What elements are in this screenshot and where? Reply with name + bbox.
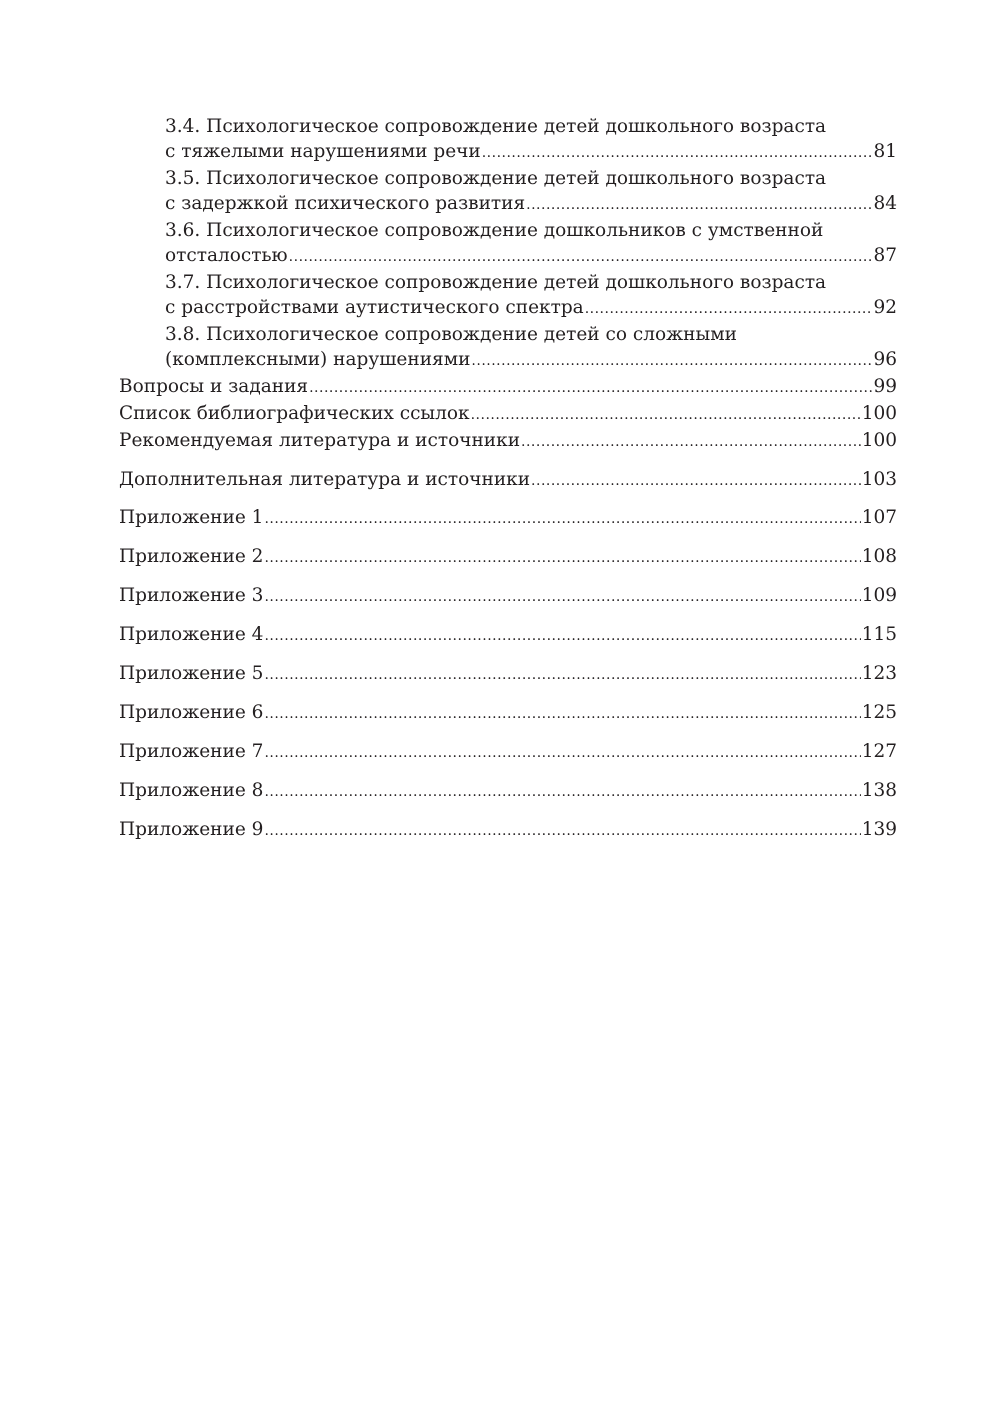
- toc-entry-title: Приложение 1: [119, 507, 264, 528]
- toc-page-number: 81: [873, 141, 897, 162]
- toc-page-number: 84: [873, 193, 897, 214]
- toc-entry-appendix-6[interactable]: [119, 700, 897, 727]
- toc-entry-appendix-2[interactable]: [119, 544, 897, 571]
- toc-entry-3-4[interactable]: [119, 114, 897, 166]
- toc-entry-title-cont: с расстройствами аутистического спектра: [165, 297, 584, 318]
- toc-entry-line: [165, 347, 897, 374]
- toc-entry-title-cont: с тяжелыми нарушениями речи: [165, 141, 481, 162]
- dot-leader: [531, 469, 861, 494]
- dot-leader: [471, 403, 861, 428]
- toc-entry-line: [165, 191, 897, 218]
- dot-leader: [521, 430, 861, 455]
- toc-entry-3-7[interactable]: [119, 270, 897, 322]
- toc-entry-line: [119, 401, 897, 428]
- toc-entry-line: [119, 700, 897, 727]
- dot-leader: [585, 297, 873, 322]
- dot-leader: [471, 349, 872, 374]
- toc-entry-appendix-1[interactable]: [119, 505, 897, 532]
- toc-entry-recommended-literature[interactable]: [119, 428, 897, 455]
- toc-page-number: 139: [861, 819, 897, 840]
- toc-entry-line: [119, 544, 897, 571]
- dot-leader: [264, 819, 860, 844]
- toc-entry-line: [119, 739, 897, 766]
- toc-entry-title: Список библиографических ссылок: [119, 403, 470, 424]
- toc-entry-line: [119, 374, 897, 401]
- dot-leader: [264, 624, 860, 649]
- toc-entry-title: Приложение 5: [119, 663, 264, 684]
- toc-entry-title: 3.6. Психологическое сопровождение дошкольников с умственной: [165, 220, 824, 241]
- toc-entry-title: Дополнительная литература и источники: [119, 469, 531, 490]
- toc-entry-title: Вопросы и задания: [119, 376, 309, 397]
- toc-entry-title: 3.5. Психологическое сопровождение детей дошкольного возраста: [165, 168, 827, 189]
- toc-entry-appendix-5[interactable]: [119, 661, 897, 688]
- toc-page-number: 96: [873, 349, 897, 370]
- dot-leader: [264, 546, 860, 571]
- dot-leader: [526, 193, 872, 218]
- dot-leader: [309, 376, 872, 401]
- toc-entry-line: [165, 295, 897, 322]
- toc-page-number: 100: [861, 403, 897, 424]
- toc-entry-title-cont: (комплексными) нарушениями: [165, 349, 471, 370]
- toc-entry-title: Приложение 7: [119, 741, 264, 762]
- dot-leader: [264, 585, 860, 610]
- toc-entry-title: 3.7. Психологическое сопровождение детей дошкольного возраста: [165, 272, 827, 293]
- dot-leader: [264, 741, 860, 766]
- toc-entry-title: Приложение 8: [119, 780, 264, 801]
- toc-page-number: 123: [861, 663, 897, 684]
- toc-entry-title: Рекомендуемая литература и источники: [119, 430, 521, 451]
- toc-page-number: 138: [861, 780, 897, 801]
- toc-entry-appendix-3[interactable]: [119, 583, 897, 610]
- toc-entry-line: [119, 505, 897, 532]
- toc-entry-appendix-4[interactable]: [119, 622, 897, 649]
- toc-entry-title: Приложение 9: [119, 819, 264, 840]
- dot-leader: [482, 141, 873, 166]
- toc-entry-line: [119, 467, 897, 494]
- dot-leader: [264, 702, 860, 727]
- toc-entry-line: [119, 428, 897, 455]
- toc-entry-appendix-8[interactable]: [119, 778, 897, 805]
- toc-entry-3-6[interactable]: [119, 218, 897, 270]
- toc-entry-title-cont: с задержкой психического развития: [165, 193, 526, 214]
- toc-entry-bibliography[interactable]: [119, 401, 897, 428]
- toc-entry-questions[interactable]: [119, 374, 897, 401]
- dot-leader: [289, 245, 873, 270]
- toc-page-number: 107: [861, 507, 897, 528]
- dot-leader: [264, 663, 860, 688]
- toc-entry-line: [119, 583, 897, 610]
- toc-entry-appendix-7[interactable]: [119, 739, 897, 766]
- toc-entry-line: [119, 622, 897, 649]
- toc-page-number: 125: [861, 702, 897, 723]
- toc-page-number: 115: [861, 624, 897, 645]
- toc-entry-additional-literature[interactable]: [119, 467, 897, 494]
- toc-entry-title: Приложение 6: [119, 702, 264, 723]
- toc-page-number: 99: [873, 376, 897, 397]
- toc-entry-appendix-9[interactable]: [119, 817, 897, 844]
- toc-page-number: 100: [861, 430, 897, 451]
- toc-entry-title-cont: отсталостью: [165, 245, 288, 266]
- toc-entry-line: [119, 778, 897, 805]
- toc-page-number: 109: [861, 585, 897, 606]
- dot-leader: [264, 780, 860, 805]
- toc-page-number: 108: [861, 546, 897, 567]
- toc-entry-title: 3.8. Психологическое сопровождение детей со сложными: [165, 324, 737, 345]
- toc-page-number: 103: [861, 469, 897, 490]
- toc-entry-title: 3.4. Психологическое сопровождение детей дошкольного возраста: [165, 116, 827, 137]
- dot-leader: [264, 507, 860, 532]
- toc-entry-line: [165, 139, 897, 166]
- toc-entry-title: Приложение 4: [119, 624, 264, 645]
- toc-entry-title: Приложение 2: [119, 546, 264, 567]
- toc-page-number: 127: [861, 741, 897, 762]
- toc-entry-line: [119, 661, 897, 688]
- table-of-contents: [119, 114, 897, 844]
- toc-page-number: 87: [873, 245, 897, 266]
- toc-entry-line: [119, 817, 897, 844]
- toc-page-number: 92: [873, 297, 897, 318]
- toc-entry-3-5[interactable]: [119, 166, 897, 218]
- toc-entry-title: Приложение 3: [119, 585, 264, 606]
- toc-entry-3-8[interactable]: [119, 322, 897, 374]
- toc-entry-line: [165, 243, 897, 270]
